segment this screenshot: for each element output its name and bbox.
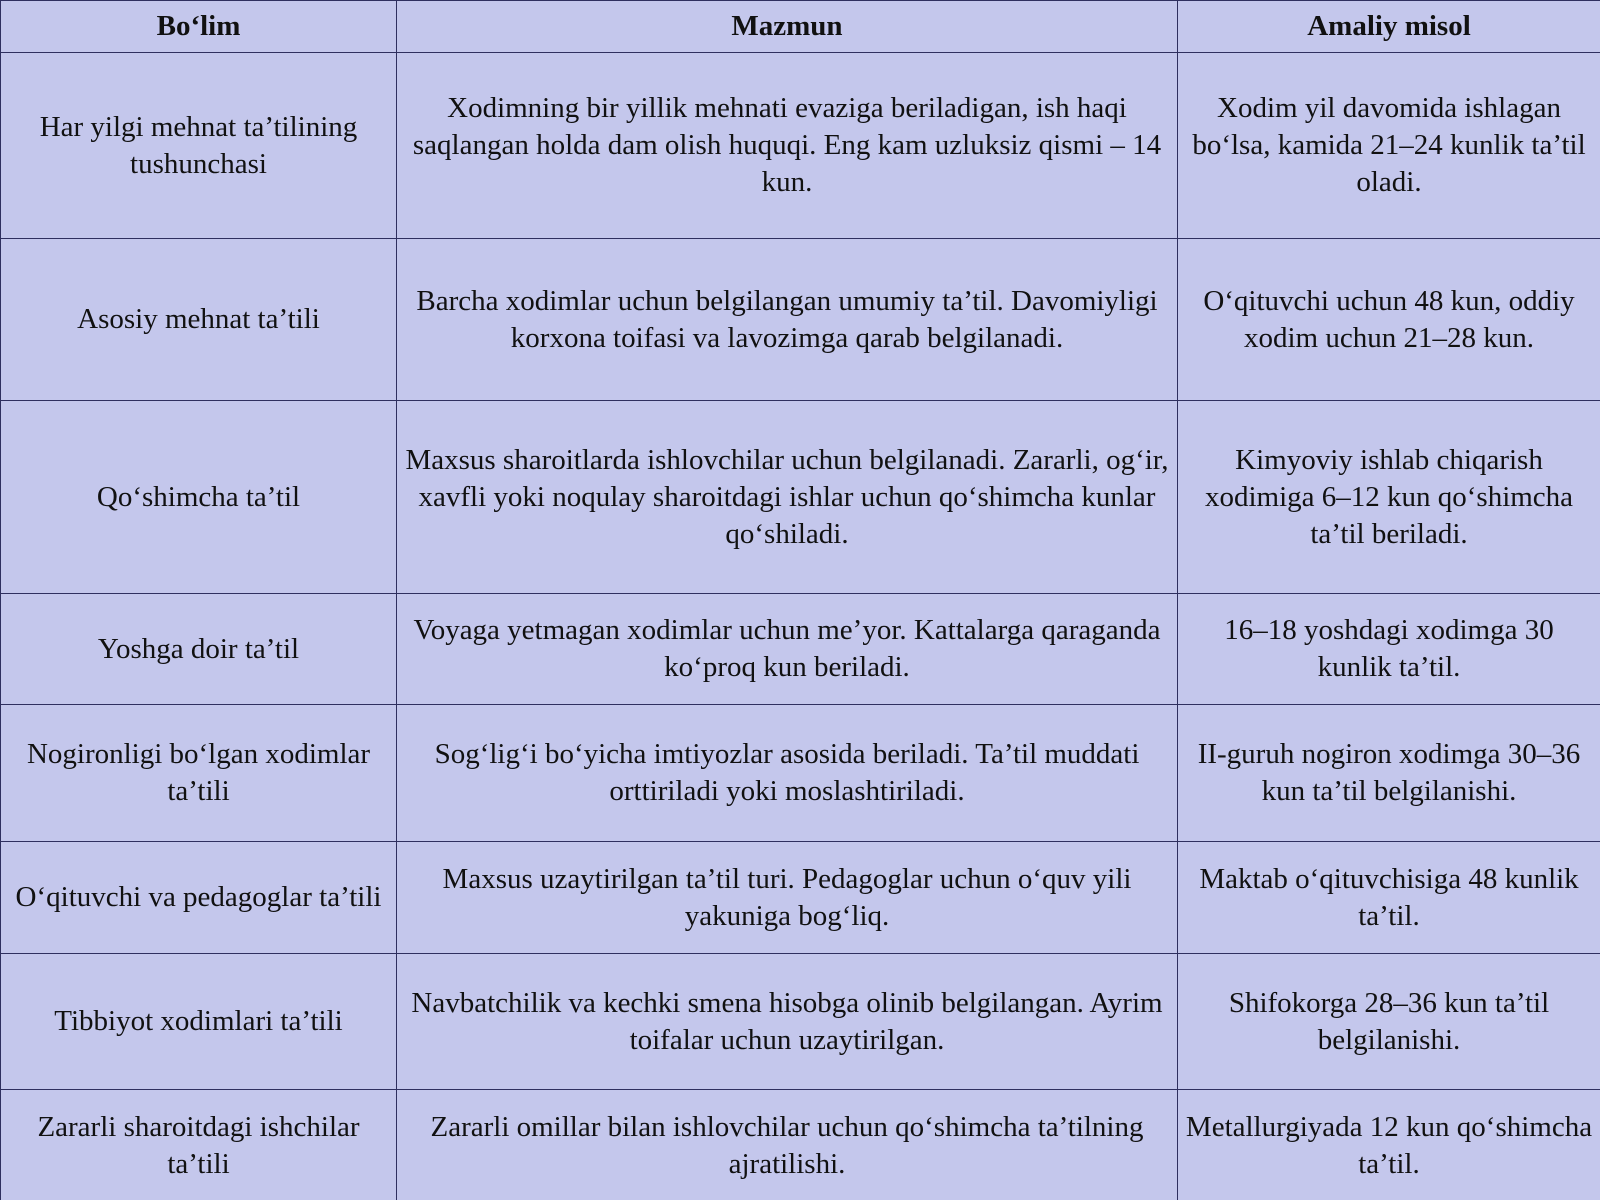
- cell-content: Xodimning bir yillik mehnati evaziga beriladigan, ish haqi saqlangan holda dam olish huquqi. Eng kam uzluksiz qismi – 14 kun.: [397, 53, 1178, 239]
- cell-section: Asosiy mehnat ta’tili: [1, 239, 397, 401]
- table-row: [1, 705, 1600, 842]
- cell-section: Zararli sharoitdagi ishchilar ta’tili: [1, 1090, 397, 1200]
- table-row: [1, 401, 1600, 594]
- cell-example: II-guruh nogiron xodimga 30–36 kun ta’til belgilanishi.: [1178, 705, 1600, 842]
- cell-content: Barcha xodimlar uchun belgilangan umumiy ta’til. Davomiyligi korxona toifasi va lavozimga qarab belgilanadi.: [397, 239, 1178, 401]
- cell-content: Sog‘lig‘i bo‘yicha imtiyozlar asosida beriladi. Ta’til muddati orttiriladi yoki moslashtiriladi.: [397, 705, 1178, 842]
- cell-section: Nogironligi bo‘lgan xodimlar ta’tili: [1, 705, 397, 842]
- cell-section: Har yilgi mehnat ta’tilining tushunchasi: [1, 53, 397, 239]
- cell-content: Maxsus uzaytirilgan ta’til turi. Pedagoglar uchun o‘quv yili yakuniga bog‘liq.: [397, 842, 1178, 954]
- cell-example: Maktab o‘qituvchisiga 48 kunlik ta’til.: [1178, 842, 1600, 954]
- cell-content: Zararli omillar bilan ishlovchilar uchun qo‘shimcha ta’tilning ajratilishi.: [397, 1090, 1178, 1200]
- table-row: [1, 239, 1600, 401]
- cell-example: Xodim yil davomida ishlagan bo‘lsa, kamida 21–24 kunlik ta’til oladi.: [1178, 53, 1600, 239]
- cell-example: O‘qituvchi uchun 48 kun, oddiy xodim uchun 21–28 kun.: [1178, 239, 1600, 401]
- cell-content: Maxsus sharoitlarda ishlovchilar uchun belgilanadi. Zararli, og‘ir, xavfli yoki noqulay sharoitdagi ishlar uchun qo‘shimcha kunlar qo‘shiladi.: [397, 401, 1178, 594]
- table-row: [1, 594, 1600, 705]
- cell-example: Shifokorga 28–36 kun ta’til belgilanishi.: [1178, 954, 1600, 1090]
- table-row: [1, 53, 1600, 239]
- cell-content: Voyaga yetmagan xodimlar uchun me’yor. Kattalarga qaraganda ko‘proq kun beriladi.: [397, 594, 1178, 705]
- cell-content: Navbatchilik va kechki smena hisobga olinib belgilangan. Ayrim toifalar uchun uzaytirilgan.: [397, 954, 1178, 1090]
- table-header-row: [1, 1, 1600, 53]
- table-row: [1, 842, 1600, 954]
- cell-section: Tibbiyot xodimlari ta’tili: [1, 954, 397, 1090]
- table-row: [1, 1090, 1600, 1200]
- header-example: Amaliy misol: [1178, 1, 1600, 53]
- cell-example: Metallurgiyada 12 kun qo‘shimcha ta’til.: [1178, 1090, 1600, 1200]
- header-content: Mazmun: [397, 1, 1178, 53]
- table-row: [1, 954, 1600, 1090]
- header-section: Bo‘lim: [1, 1, 397, 53]
- cell-example: 16–18 yoshdagi xodimga 30 kunlik ta’til.: [1178, 594, 1600, 705]
- cell-example: Kimyoviy ishlab chiqarish xodimiga 6–12 kun qo‘shimcha ta’til beriladi.: [1178, 401, 1600, 594]
- cell-section: Yoshga doir ta’til: [1, 594, 397, 705]
- cell-section: Qo‘shimcha ta’til: [1, 401, 397, 594]
- cell-section: O‘qituvchi va pedagoglar ta’tili: [1, 842, 397, 954]
